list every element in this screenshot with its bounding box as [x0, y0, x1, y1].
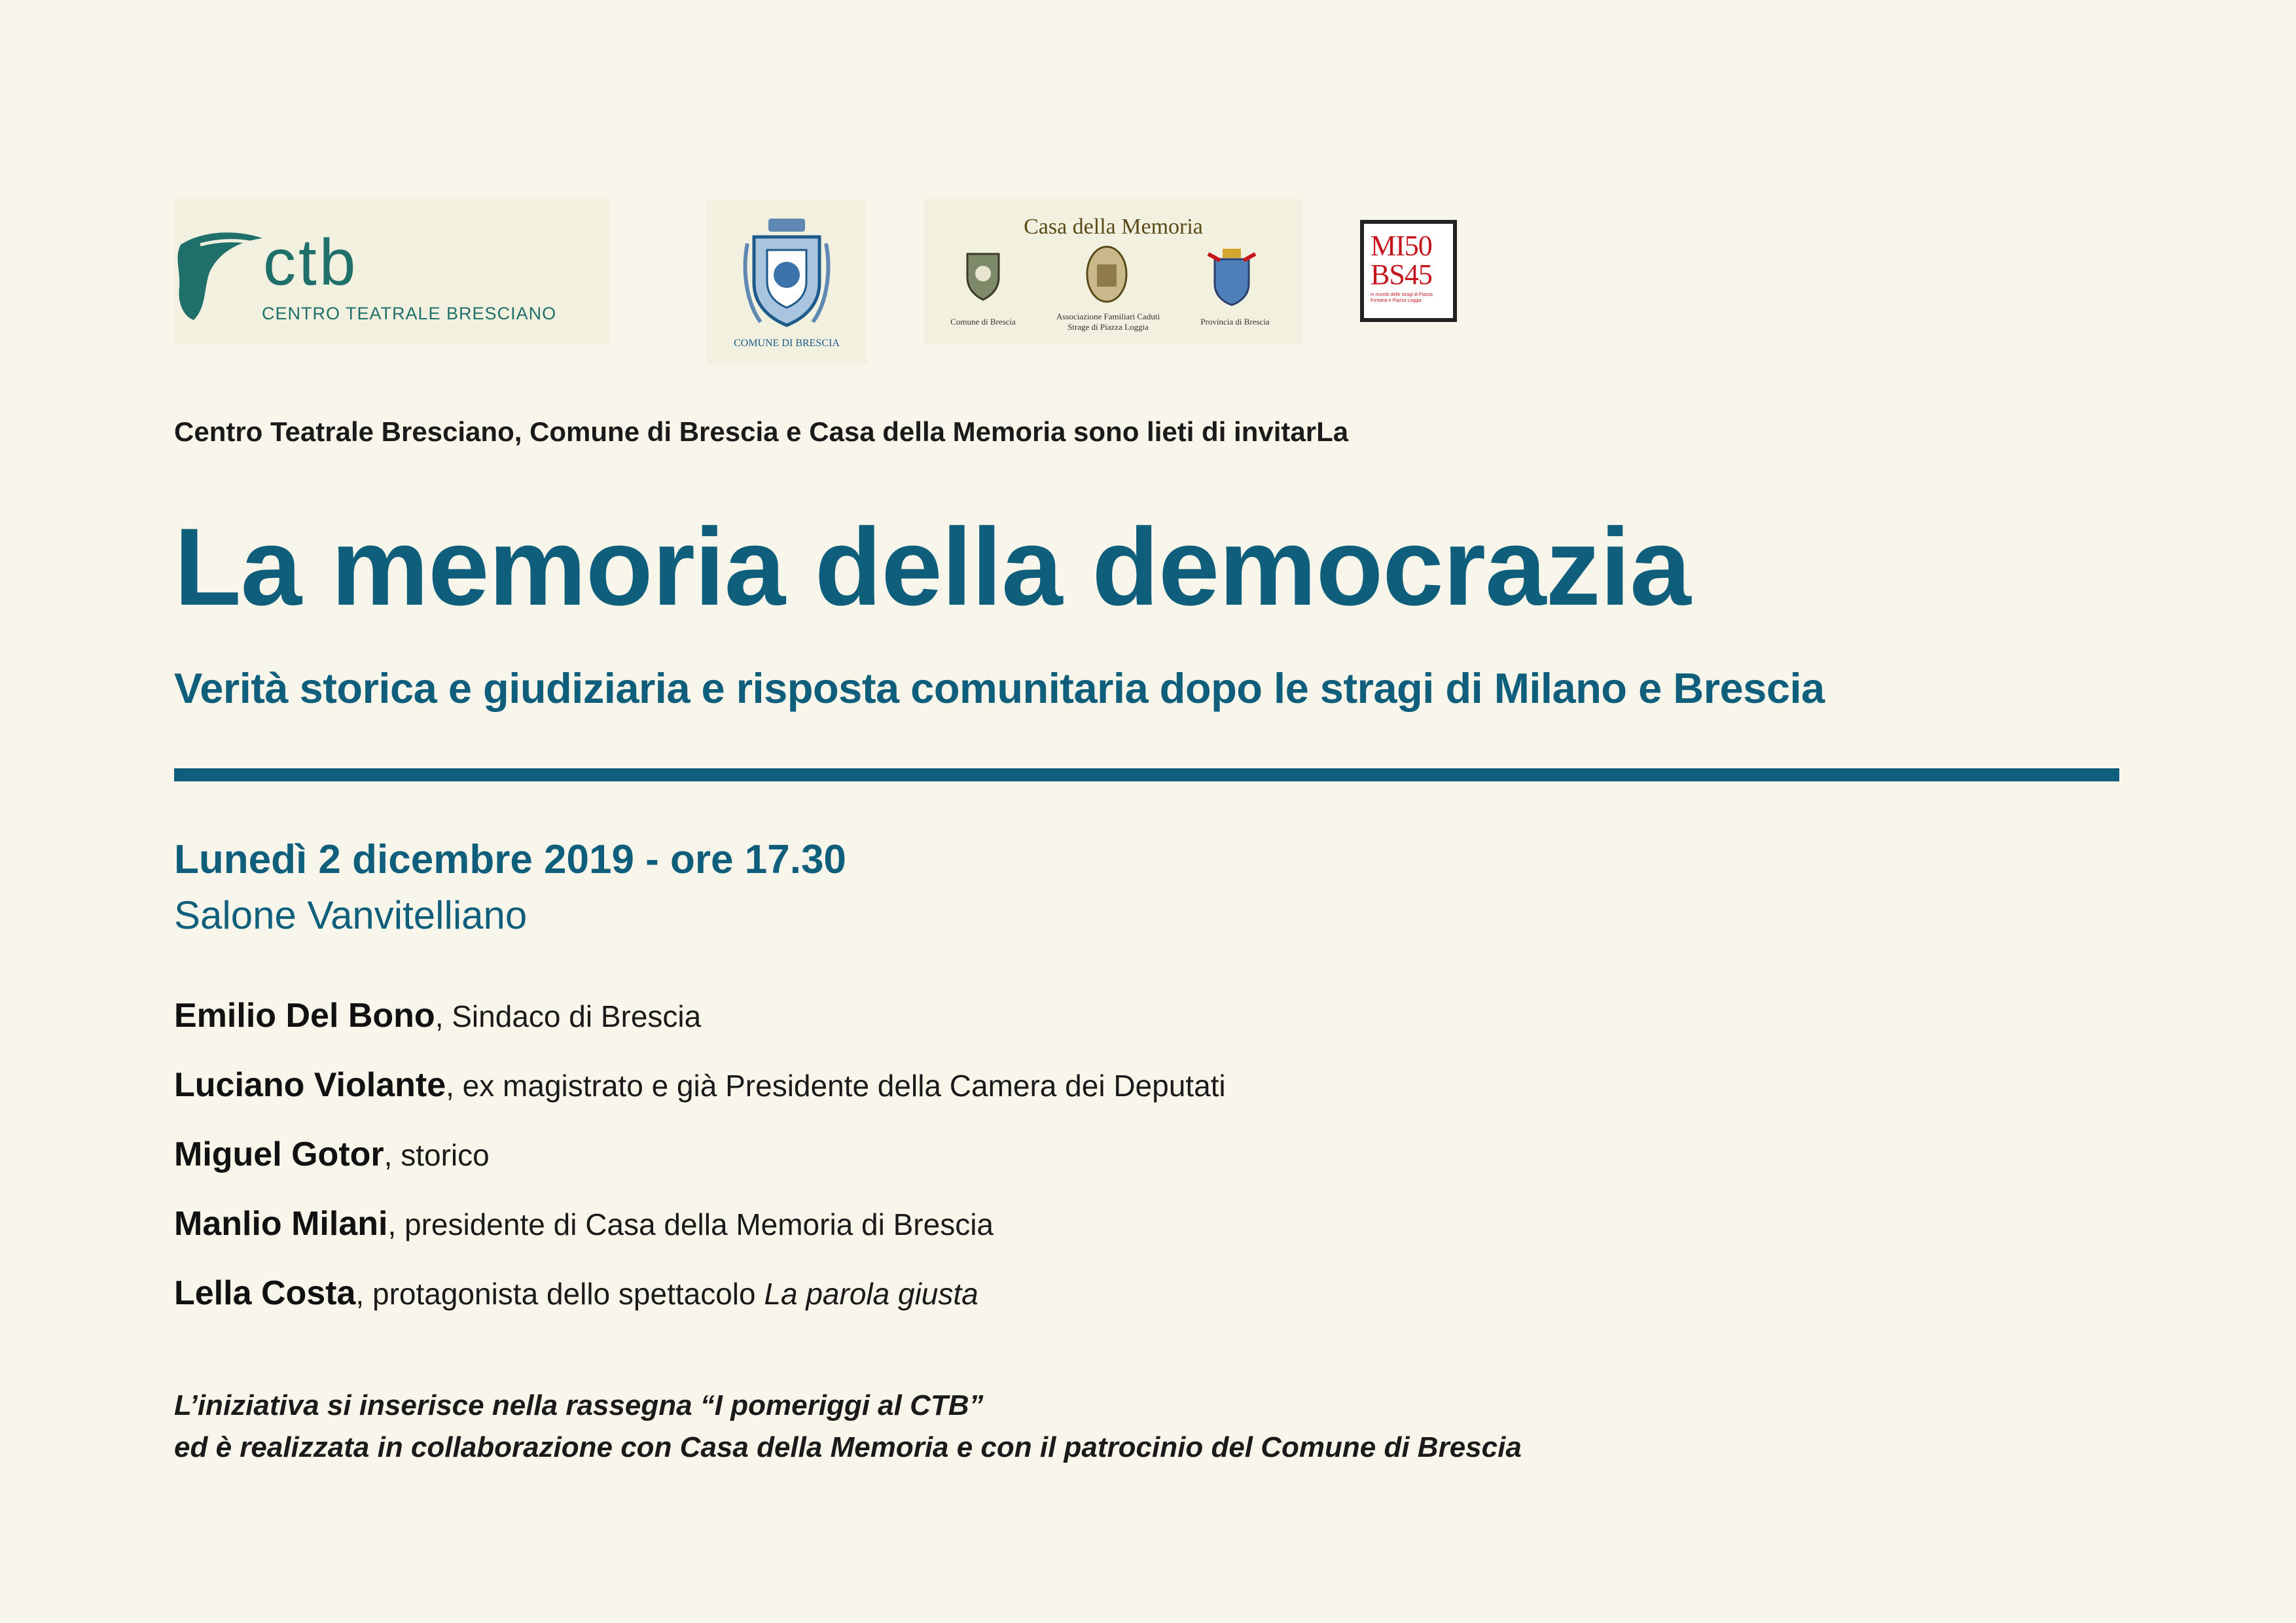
comune-caption: COMUNE DI BRESCIA: [734, 338, 840, 349]
footnote-line-2: ed è realizzata in collaborazione con Casa della Memoria e con il patrocinio del Comune di Brescia: [174, 1431, 1522, 1463]
comune-crest-icon: [741, 217, 833, 329]
event-venue: Salone Vanvitelliano: [174, 893, 528, 937]
page-subtitle: Verità storica e giudiziaria e risposta comunitaria dopo le stragi di Milano e Brescia: [174, 664, 1825, 712]
ctb-logo: [174, 199, 610, 344]
speaker-item: [174, 1267, 1226, 1336]
mi50-bs45-logo: [1360, 220, 1457, 322]
speaker-item: [174, 1128, 1226, 1198]
show-title: La parola giusta: [764, 1277, 978, 1311]
casa-title: Casa della Memoria: [1024, 215, 1203, 239]
speaker-item: [174, 1059, 1226, 1128]
mi50-line-2: BS45: [1371, 259, 1432, 291]
logo-bar: [0, 0, 2296, 393]
speaker-item: [174, 990, 1226, 1059]
ctb-wordmark: ctb: [263, 226, 359, 299]
speaker-list: [174, 990, 1226, 1336]
speaker-role: , presidente di Casa della Memoria di Brescia: [387, 1207, 994, 1241]
comune-logo: [707, 200, 867, 365]
speaker-role: , protagonista dello spettacolo: [355, 1277, 764, 1311]
comune-small-crest-icon: [963, 250, 1003, 301]
footnote: [174, 1385, 1522, 1469]
casa-memoria-logo: [924, 199, 1302, 344]
mi50-caption: in ricordo delle stragi di Piazza Fontana e Piazza Loggia: [1371, 293, 1433, 303]
event-date: Lunedì 2 dicembre 2019 - ore 17.30: [174, 837, 846, 882]
speaker-role: , storico: [384, 1138, 490, 1172]
ctb-swoosh-icon: [174, 225, 266, 323]
speaker-name: Miguel Gotor: [174, 1135, 384, 1173]
provincia-crest-icon: [1206, 247, 1258, 306]
speaker-role: , Sindaco di Brescia: [435, 999, 702, 1033]
speaker-name: Luciano Violante: [174, 1066, 446, 1104]
speaker-name: Emilio Del Bono: [174, 997, 435, 1035]
mi50-line-1: MI50: [1371, 230, 1432, 262]
speaker-item: [174, 1198, 1226, 1267]
associazione-medallion-icon: [1085, 245, 1128, 304]
casa-caption-provincia: Provincia di Brescia: [1200, 317, 1270, 327]
divider: [174, 768, 2119, 781]
speaker-role: , ex magistrato e già Presidente della Camera dei Deputati: [446, 1069, 1226, 1103]
casa-caption-associazione: Associazione Familiari Caduti Strage di Piazza Loggia: [1056, 312, 1160, 332]
casa-caption-comune: Comune di Brescia: [950, 317, 1016, 327]
footnote-line-1: L’iniziativa si inserisce nella rassegna “I pomeriggi al CTB”: [174, 1389, 984, 1421]
page-title: La memoria della democrazia: [174, 505, 1691, 628]
speaker-name: Lella Costa: [174, 1274, 356, 1312]
ctb-subtitle: CENTRO TEATRALE BRESCIANO: [262, 304, 557, 323]
invite-line: Centro Teatrale Bresciano, Comune di Brescia e Casa della Memoria sono lieti di invitarLa: [174, 416, 1349, 447]
speaker-name: Manlio Milani: [174, 1205, 388, 1243]
